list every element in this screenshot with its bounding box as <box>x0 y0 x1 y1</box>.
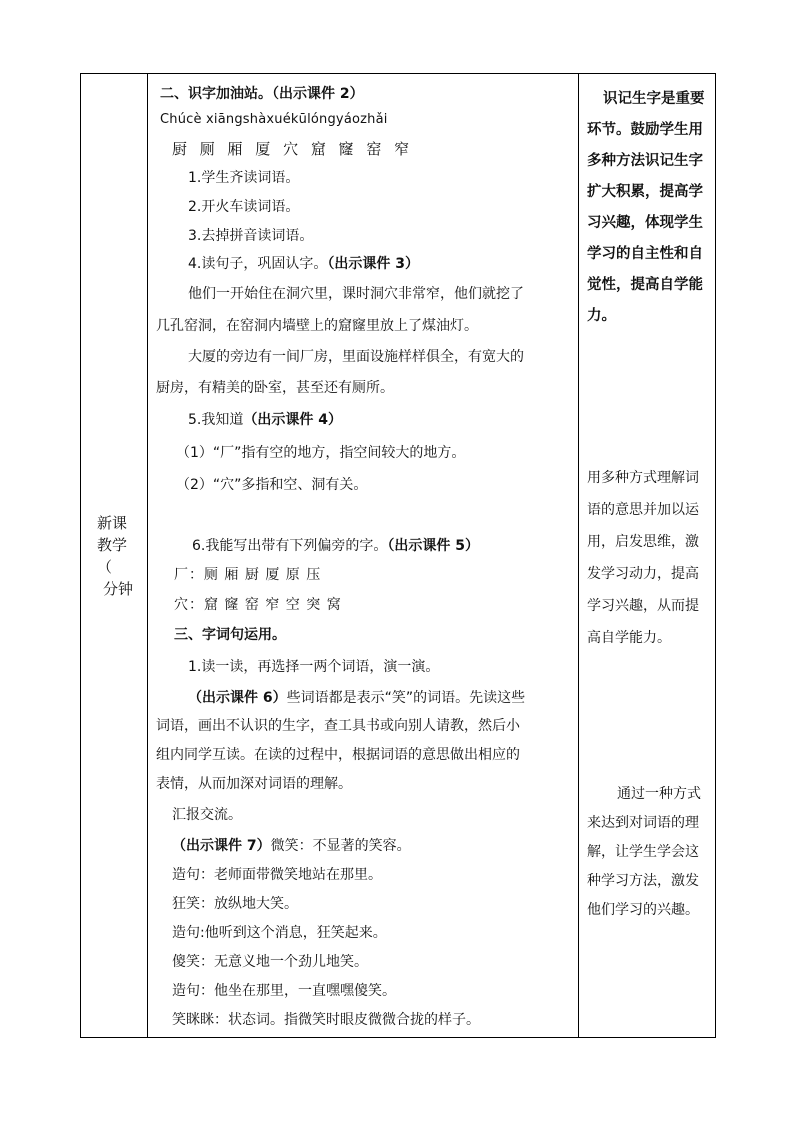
list-item: 2.开火车读词语。 <box>188 199 300 215</box>
note-line: 力。 <box>587 308 616 324</box>
category-line: （ <box>97 557 113 576</box>
design-note <box>579 332 715 654</box>
list-item: （2）“穴”多指和空、洞有关。 <box>176 477 368 493</box>
design-notes-cell <box>579 74 716 1038</box>
main-content-cell <box>148 74 579 1038</box>
paragraph-line: 组内同学互读。在读的过程中，根据词语的意思做出相应的 <box>156 747 520 763</box>
category-line: 教学 <box>97 535 128 554</box>
paragraph-text: 微笑：不显著的笑容。 <box>270 838 411 854</box>
paragraph-line <box>156 831 578 861</box>
main-content <box>148 74 578 1035</box>
note-line: 发学习动力，提高 <box>587 566 699 582</box>
courseware-ref: （出示课件 7） <box>172 838 271 854</box>
table-row <box>81 74 716 1038</box>
example-line: 傻笑：无意义地一个劲儿地笑。 <box>172 954 368 970</box>
note-line: 扩大积累，提高学 <box>587 184 703 200</box>
character-list: 厨 厕 厢 厦 穴 窟 窿 窑 窄 <box>172 140 414 158</box>
note-line: 他们学习的兴趣。 <box>587 902 699 918</box>
section-title: 三、字词句运用。 <box>174 627 286 643</box>
list-item-text: 4.读句子，巩固认字。 <box>188 256 328 272</box>
example-line: 狂笑：放纵地大笑。 <box>172 896 298 912</box>
list-item-text: 5.我知道 <box>188 412 244 428</box>
courseware-ref: （出示课件 6） <box>188 690 287 706</box>
paragraph-line: 几孔窑洞，在窑洞内墙壁上的窟窿里放上了煤油灯。 <box>156 318 478 334</box>
radical-line: 穴：窟 窿 窑 窄 空 突 窝 <box>174 597 342 613</box>
courseware-ref: （出示课件 4） <box>243 412 342 428</box>
note-line: 识记生字是重要 <box>603 91 705 107</box>
paragraph-line: 表情，从而加深对词语的理解。 <box>156 776 352 792</box>
section-title: 二、识字加油站。（出示课件 2） <box>160 86 364 102</box>
note-line: 习兴趣，体现学生 <box>587 215 703 231</box>
category-cell <box>81 74 148 1038</box>
paragraph-line: 厨房，有精美的卧室，甚至还有厕所。 <box>156 380 394 396</box>
pinyin-line: Chúcè xiāngshàxuékūlóngyáozhǎi <box>160 112 388 127</box>
courseware-ref: （出示课件 5） <box>387 538 479 554</box>
list-item-text: 6.我能写出带有下列偏旁的字。 <box>192 538 388 554</box>
category-line: 分钟 <box>103 579 134 598</box>
note-line: 种学习方法，激发 <box>587 873 699 889</box>
list-item: （1）“厂”指有空的地方，指空间较大的地方。 <box>176 445 466 461</box>
example-line: 笑眯眯：状态词。指微笑时眼皮微微合拢的样子。 <box>172 1012 480 1028</box>
lesson-plan-table <box>80 73 716 1038</box>
note-line: 用，启发思维，激 <box>587 534 699 550</box>
paragraph-text: 些词语都是表示“笑”的词语。先读这些 <box>286 690 526 706</box>
list-item: 1.学生齐读词语。 <box>188 170 300 186</box>
note-line: 学习兴趣，从而提 <box>587 598 699 614</box>
note-line: 多种方法识记生字 <box>587 153 703 169</box>
example-line: 造句：老师面带微笑地站在那里。 <box>172 867 382 883</box>
paragraph-line: 大厦的旁边有一间厂房，里面设施样样俱全，有宽大的 <box>188 349 524 365</box>
note-line: 语的意思并加以运 <box>587 502 699 518</box>
note-line: 解，让学生学会这 <box>587 844 699 860</box>
note-line: 环节。鼓励学生用 <box>587 122 703 138</box>
paragraph-line: 汇报交流。 <box>172 807 242 823</box>
radical-line: 厂：厕 厢 厨 厦 原 压 <box>174 567 322 583</box>
paragraph-line: 他们一开始住在洞穴里，课时洞穴非常窄，他们就挖了 <box>188 286 524 302</box>
category-line: 新课 <box>97 513 128 532</box>
paragraph-line <box>156 684 578 712</box>
paragraph-line: 词语，画出不认识的生字，查工具书或向别人请教，然后小 <box>156 718 520 734</box>
list-item: 1.读一读，再选择一两个词语，演一演。 <box>188 659 440 675</box>
note-line: 用多种方式理解词 <box>587 470 699 486</box>
category-label <box>81 512 147 600</box>
courseware-ref: （出示课件 3） <box>327 256 419 272</box>
note-line: 觉性，提高自学能 <box>587 277 703 293</box>
design-note <box>579 654 715 925</box>
list-item <box>156 251 578 278</box>
list-item <box>156 403 578 437</box>
list-item <box>156 531 578 561</box>
note-line: 来达到对词语的理 <box>587 815 699 831</box>
note-line: 高自学能力。 <box>587 630 671 646</box>
example-line: 造句：他坐在那里，一直嘿嘿傻笑。 <box>172 983 396 999</box>
note-line: 学习的自主性和自 <box>587 246 703 262</box>
list-item: 3.去掉拼音读词语。 <box>188 228 314 244</box>
note-line: 通过一种方式 <box>617 786 701 802</box>
spacer <box>156 501 578 531</box>
design-note <box>579 74 715 332</box>
example-line: 造句:他听到这个消息，狂笑起来。 <box>172 925 387 941</box>
